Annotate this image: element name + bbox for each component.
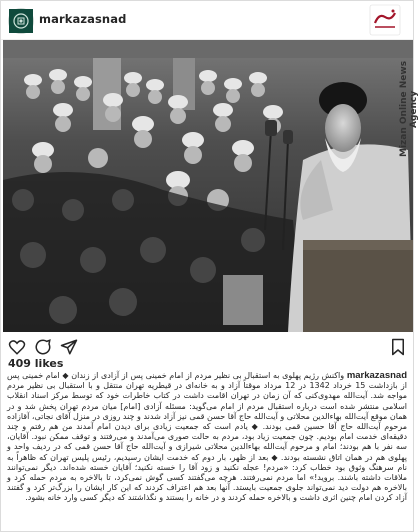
news-agency-side-label: Mizan Online News Agency [399,60,419,158]
post-username[interactable]: markazasnad [39,12,127,26]
action-bar [1,335,413,359]
historic-photo [3,40,419,332]
caption-username[interactable]: markazasnad [346,370,408,381]
share-icon[interactable] [60,338,78,356]
likes-count[interactable]: 409 likes [8,357,64,370]
avatar-emblem-icon [9,9,33,33]
post-photo[interactable] [3,40,419,332]
comment-icon[interactable] [34,338,52,356]
mizan-logo [367,3,403,37]
heart-icon[interactable] [8,338,26,356]
bookmark-icon[interactable] [389,338,407,356]
caption-text: واکنش رژیم پهلوی به استقبال بی نظیر مردم از امام خمینی پس از آزادی از زندان ◆ امام خمینی پس از بازداشت 15 خرداد 1342 در 12 مرداد موقتاً آزاد و به خانه‌ای در قیطریه تهران منتقل و با استقبال بی نظیر مردم مواجه شد. آیت‌الله مهدوی‌کنی که آن زمان در تهران اقامت داشت در کتاب خاطرات خود که توسط مرکز اسناد انقلاب اسلامی منتشر شده است درباره استقبال مردم از امام می‌گوید: مسئله آزادی [امام] میان مردم تهران پخش شد و در همان موقع آیت‌الله بهاءالدین محلاتی و آیت‌الله حاج آقا حسن قمی نیز آزاد شدند و چند روزی در منزل آقای نجاتی، آقازاده مرحوم آیت‌الله حاج آقا حسین قمی بودند. ◆ یادم است که جمعیت زیادی برای دیدن امام آمدند من هم رفتم و چند دقیقه‌ای خدمت امام بودیم. چون جمعیت زیاد بود، مردم به حالت صوری می‌آمدند و می‌رفتند و توقف ممکن نبود. آقایان، سه نفر با هم بودند؛ امام و مرحوم آیت‌الله بهاءالدین محلاتی شیرازی و آیت‌الله حاج آقا حسن قمی که در ردیف واحد و پهلوی هم در همان اتاق نشسته بودند. ◆ بعد از ظهر، بار دوم که خدمت ایشان رسیدیم، رئیس پلیس تهران که ظاهراً به نام سرهنگ وثوق بود خطاب کرد: «مردم! عجله نکنید و زود آقا را خسته نکنید؛ آقایان خسته شده‌اند. دیگر نمی‌توانند ملاقات داشته باشند. بروید!» اما مردم نمی‌رفتند. هرچه می‌گفتند کسی گوش نمی‌کرد، تا بالاخره به مردم حمله کرد و بالاخره هم دولت دید نمی‌تواند جلوی جمعیت بایستد. آنها بعد هم اعتراف کردند که این کار ایشان را بزرگ‌تر کرد و گفتند آزاد کردن امام چنین اثری داشت و بالاخره حمله کردند و در خانه را بستند و نگذاشتند که دیگر کسی وارد خانه بشود. [7,371,407,503]
post-header [1,1,413,40]
post-caption [7,371,407,529]
avatar[interactable] [8,8,34,34]
